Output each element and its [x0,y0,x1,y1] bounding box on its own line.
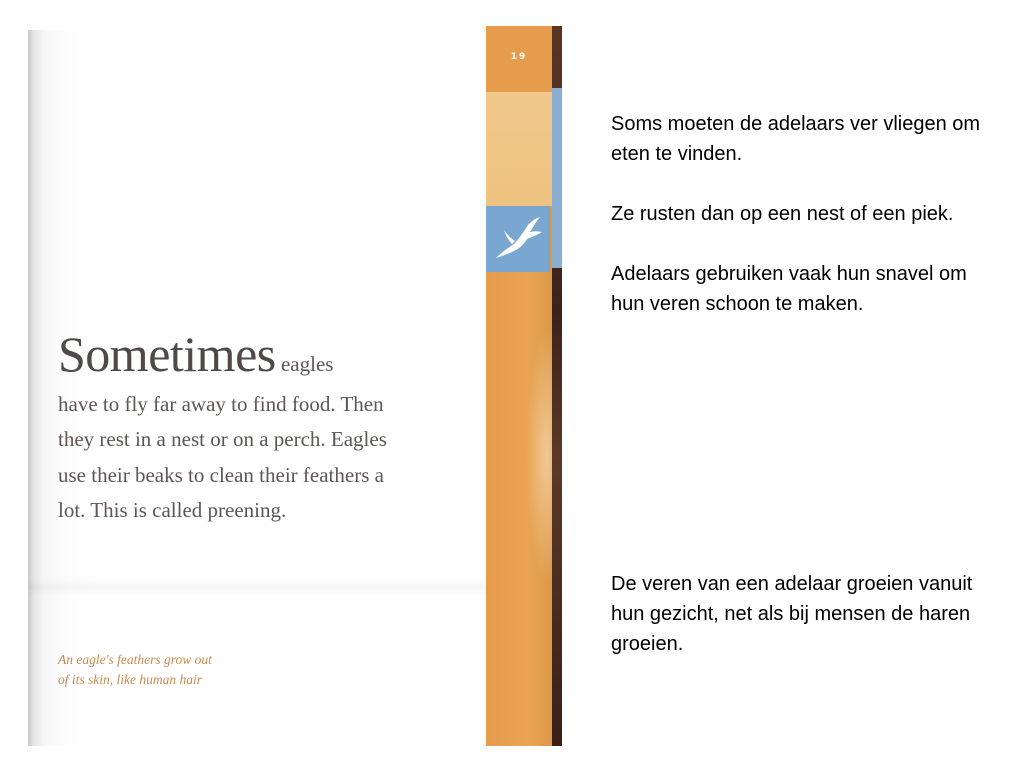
dutch-translation [611,109,1001,655]
caption-line-1: An eagle's feathers grow out [58,652,212,667]
caption-line-2: of its skin, like human hair [58,672,202,687]
translation-paragraph-1: Soms moeten de adelaars ver vliegen om eten te vinden. [611,113,981,165]
translation-paragraph-3: Adelaars gebruiken vaak hun snavel om hun veren schoon te maken. [611,263,967,315]
book-line-1 [58,326,443,383]
spine-blue-edge [552,88,562,268]
book-page-scan [28,30,490,746]
spine-feather-shade [526,326,552,586]
book-spine-strip [486,26,562,746]
spine-light-block [486,92,552,206]
page-number: 19 [510,52,528,62]
translation-caption-paragraph: De veren van een adelaar groeien vanuit hun gezicht, net als bij mensen de haren groeien. [611,573,973,655]
book-line-1-rest: eagles [280,352,334,376]
book-line-3: they rest in a nest or on a perch. Eagles [58,427,387,451]
spine-top-block [486,26,552,92]
spine-dark-edge [552,26,562,746]
big-initial-word: Sometimes [58,326,276,382]
translation-paragraph-2: Ze rusten dan op een nest of een piek. [611,203,954,225]
book-caption [58,650,258,690]
book-body-text [58,326,443,529]
eagle-icon [492,214,544,264]
book-line-5: lot. This is called preening. [58,498,287,522]
eagle-box [486,206,550,272]
book-line-4: use their beaks to clean their feathers a [58,462,384,487]
book-line-2: have to fly far away to find food. Then [58,391,384,416]
